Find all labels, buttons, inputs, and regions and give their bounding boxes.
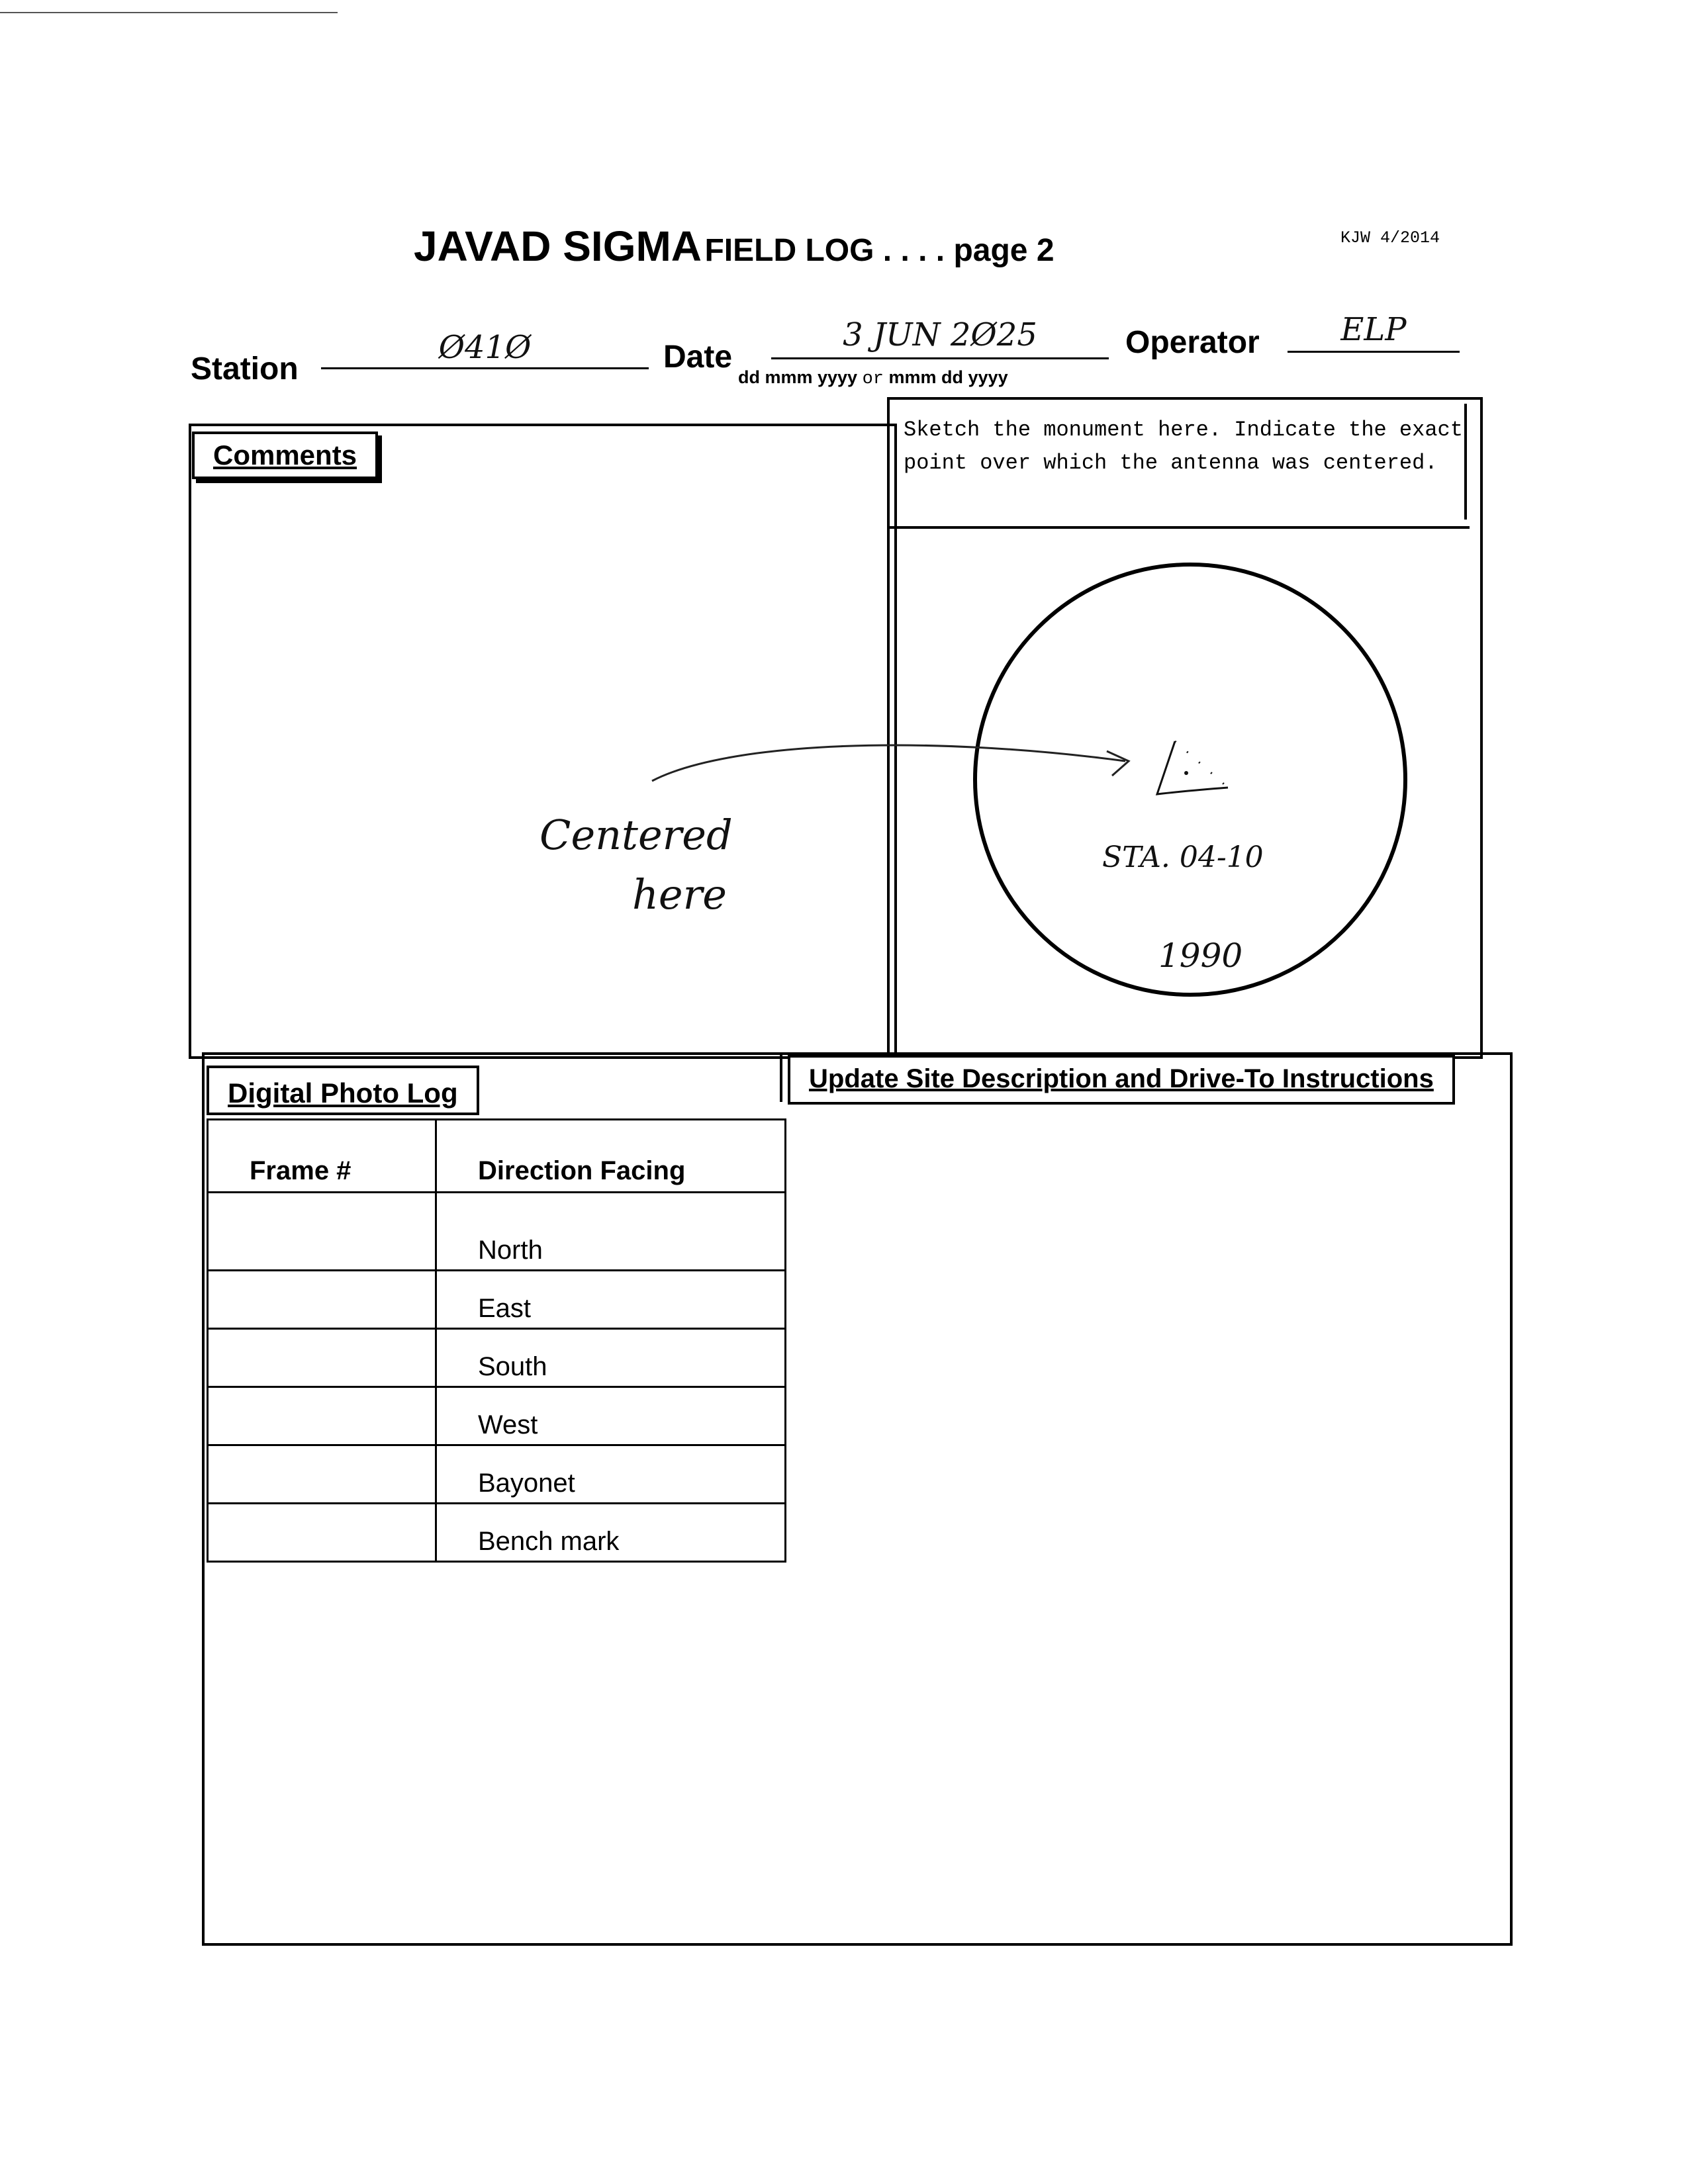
table-row <box>208 1387 786 1445</box>
direction-cell: South <box>436 1329 786 1387</box>
title-main: JAVAD SIGMA <box>414 222 702 270</box>
station-label: Station <box>191 351 299 387</box>
frame-cell[interactable] <box>208 1271 436 1329</box>
comments-handwriting-1: Centered <box>539 811 733 859</box>
frame-cell[interactable] <box>208 1387 436 1445</box>
arrow-head <box>1107 751 1129 776</box>
table-row <box>208 1329 786 1387</box>
triangle-mark <box>1157 741 1228 794</box>
direction-cell: Bench mark <box>436 1504 786 1562</box>
col-frame: Frame # <box>208 1120 436 1193</box>
direction-cell: Bayonet <box>436 1445 786 1504</box>
station-value: Ø41Ø <box>438 329 532 366</box>
triangle-mark-right <box>1175 741 1228 788</box>
date-format-or: or <box>862 369 884 389</box>
operator-value: ELP <box>1340 311 1407 348</box>
center-point <box>1184 771 1188 775</box>
date-format-a: dd mmm yyyy <box>738 367 858 387</box>
arrow-line <box>652 745 1125 781</box>
photo-log-label: Digital Photo Log <box>207 1066 479 1115</box>
date-format-b: mmm dd yyyy <box>888 367 1008 387</box>
table-row <box>208 1271 786 1329</box>
lower-divider <box>780 1052 782 1102</box>
monument-disk-outline <box>975 565 1405 995</box>
frame-cell[interactable] <box>208 1445 436 1504</box>
revision-tag: KJW 4/2014 <box>1340 228 1440 248</box>
table-row <box>208 1193 786 1271</box>
direction-cell: East <box>436 1271 786 1329</box>
frame-cell[interactable] <box>208 1329 436 1387</box>
site-description-label: Update Site Description and Drive-To Instructions <box>788 1055 1455 1105</box>
title-rest: FIELD LOG . . . . page 2 <box>704 233 1055 268</box>
date-label: Date <box>663 340 733 375</box>
table-row <box>208 1504 786 1562</box>
direction-cell: North <box>436 1193 786 1271</box>
col-direction: Direction Facing <box>436 1120 786 1193</box>
photo-log-table <box>207 1118 786 1563</box>
table-row <box>208 1445 786 1504</box>
operator-label: Operator <box>1125 325 1260 360</box>
sketch-instructions: Sketch the monument here. Indicate the exact point over which the antenna was centered. <box>904 418 1463 475</box>
site-description-area[interactable] <box>788 1112 1506 1939</box>
direction-cell: West <box>436 1387 786 1445</box>
comments-handwriting-2: here <box>632 870 727 919</box>
comments-label: Comments <box>192 432 378 479</box>
date-value: 3 JUN 2Ø25 <box>843 316 1037 353</box>
disk-station-text: STA. 04-10 <box>1102 841 1264 874</box>
photo-log-header <box>208 1120 786 1193</box>
frame-cell[interactable] <box>208 1193 436 1271</box>
frame-cell[interactable] <box>208 1504 436 1562</box>
disk-year-text: 1990 <box>1158 936 1243 975</box>
